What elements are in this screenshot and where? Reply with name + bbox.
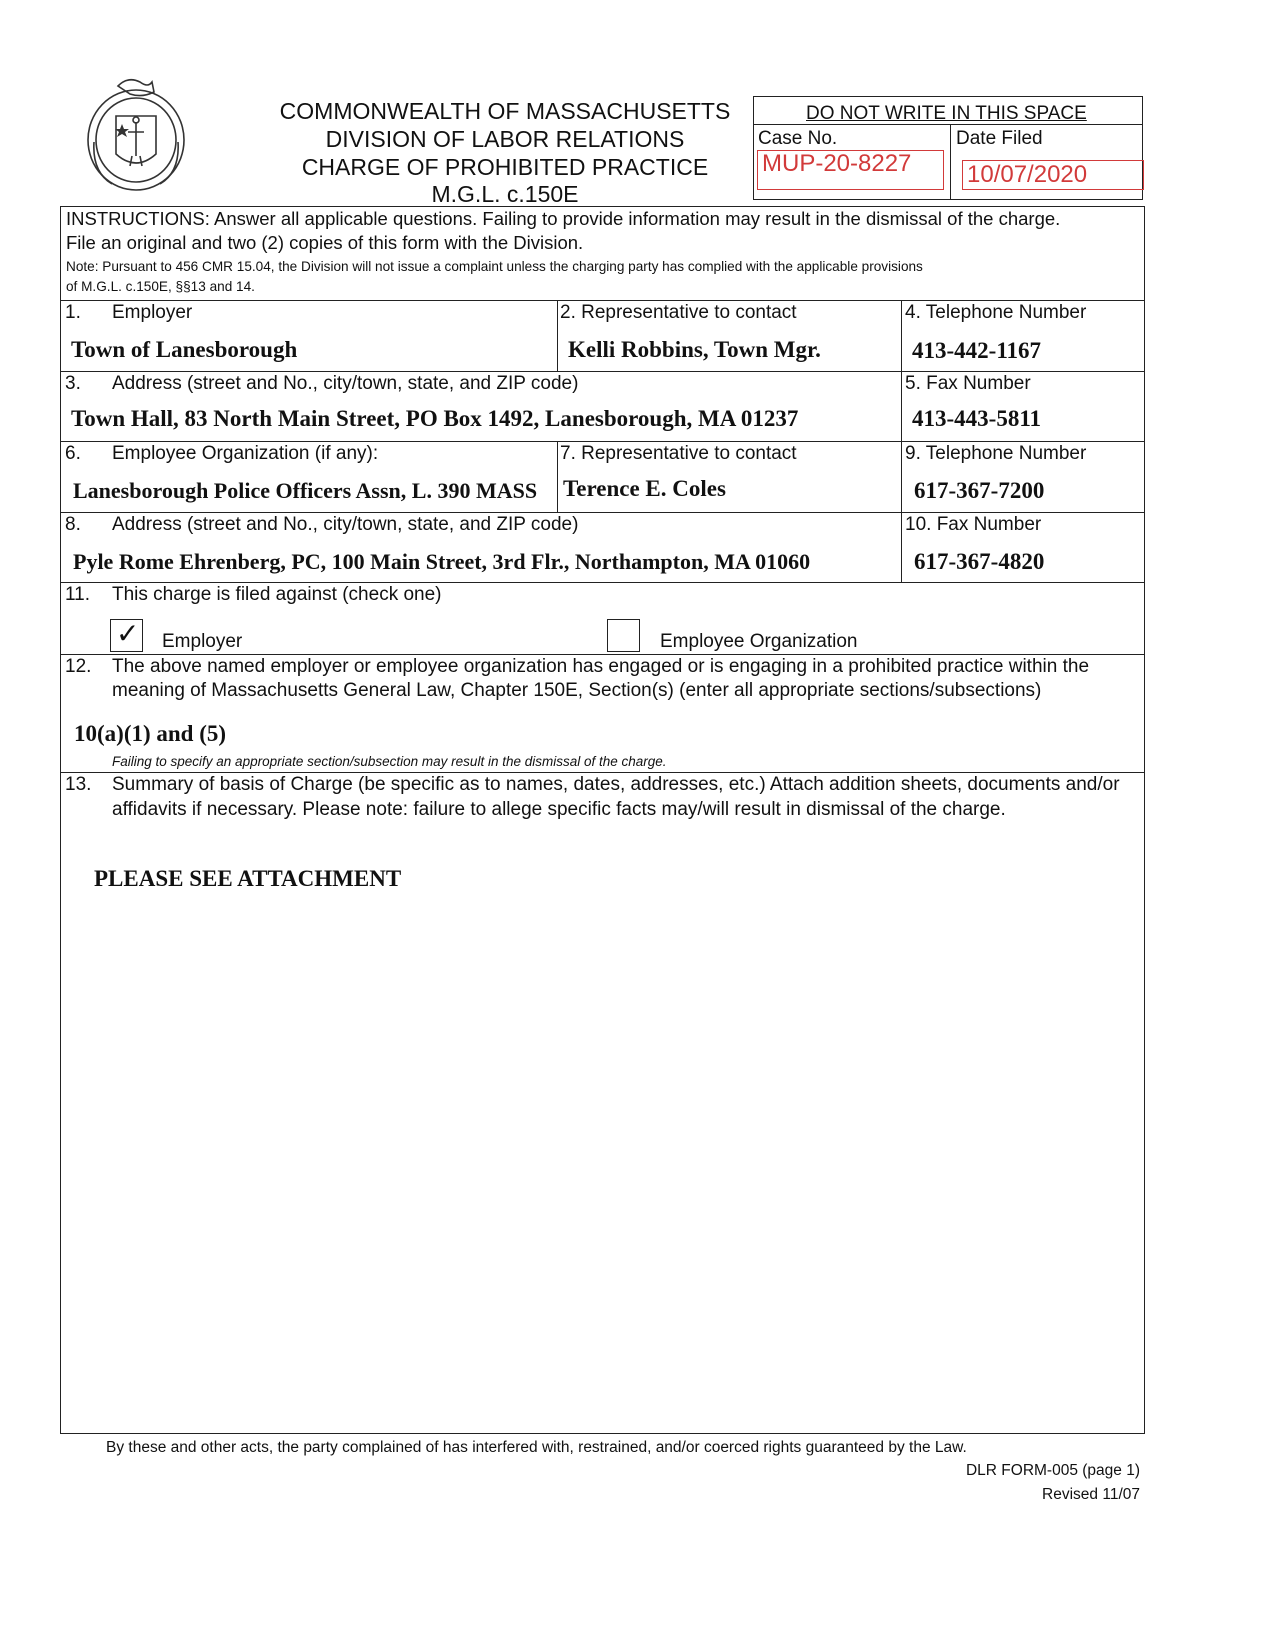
header-commonwealth: COMMONWEALTH OF MASSACHUSETTS — [279, 98, 731, 124]
field-6-number: 6. — [65, 443, 81, 464]
union-fax-label: 10. Fax Number — [905, 514, 1042, 535]
header-statute: M.G.L. c.150E — [431, 181, 579, 207]
section-13-line-1: Summary of basis of Charge (be specific as to names, dates, addresses, etc.) Attach addition sheets, documents and/or — [112, 774, 1120, 795]
case-number-label: Case No. — [758, 128, 838, 149]
form-revised: Revised 11/07 — [1042, 1486, 1140, 1503]
employee-org-value: Lanesborough Police Officers Assn, L. 390 MASS — [73, 478, 538, 503]
employer-address-value: Town Hall, 83 North Main Street, PO Box 1492, Lanesborough, MA 01237 — [71, 406, 799, 431]
state-seal — [82, 72, 190, 192]
employer-checkbox[interactable] — [110, 619, 143, 652]
union-address-label: Address (street and No., city/town, state, and ZIP code) — [112, 514, 579, 535]
date-filed-value: 10/07/2020 — [962, 160, 1144, 190]
section-12-line-2: meaning of Massachusetts General Law, Chapter 150E, Section(s) (enter all appropriate sections/subsections) — [112, 680, 1042, 701]
employer-label: Employer — [112, 302, 193, 323]
employer-fax-value: 413-443-5811 — [912, 406, 1042, 431]
footer-statement: By these and other acts, the party complained of has interfered with, restrained, and/or coerced rights guaranteed by the Law. — [106, 1439, 967, 1456]
instructions-note-2: of M.G.L. c.150E, §§13 and 14. — [66, 279, 255, 294]
union-phone-label: 9. Telephone Number — [905, 443, 1087, 464]
office-use-title: DO NOT WRITE IN THIS SPACE — [806, 103, 1087, 124]
union-rep-value: Terence E. Coles — [563, 476, 726, 501]
section-13-line-2: affidavits if necessary. Please note: failure to allege specific facts may/will result in dismissal of the charge. — [112, 799, 1006, 820]
instructions-line-1: INSTRUCTIONS: Answer all applicable questions. Failing to provide information may result in the dismissal of the charge. — [66, 208, 1061, 229]
header-division: DIVISION OF LABOR RELATIONS — [325, 126, 685, 152]
header-charge-title: CHARGE OF PROHIBITED PRACTICE — [301, 154, 709, 180]
employer-address-label: Address (street and No., city/town, state, and ZIP code) — [112, 373, 579, 394]
case-number-value: MUP-20-8227 — [757, 150, 944, 190]
union-rep-label: 7. Representative to contact — [560, 443, 797, 464]
form-id: DLR FORM-005 (page 1) — [965, 1462, 1140, 1479]
sections-violated-value: 10(a)(1) and (5) — [74, 721, 227, 746]
field-8-number: 8. — [65, 514, 81, 535]
union-fax-value: 617-367-4820 — [914, 549, 1045, 574]
employee-org-label: Employee Organization (if any): — [112, 443, 379, 464]
checkmark-icon: ✓ — [116, 617, 140, 650]
charge-summary-value: PLEASE SEE ATTACHMENT — [94, 866, 402, 891]
field-1-number: 1. — [65, 302, 81, 323]
employee-org-checkbox[interactable] — [607, 619, 640, 652]
employer-option-label: Employer — [162, 631, 243, 652]
union-address-value: Pyle Rome Ehrenberg, PC, 100 Main Street, 3rd Flr., Northampton, MA 01060 — [73, 549, 811, 574]
section-12-line-1: The above named employer or employee organization has engaged or is engaging in a prohibited practice within the — [112, 656, 1090, 677]
employer-rep-label: 2. Representative to contact — [560, 302, 797, 323]
date-filed-label: Date Filed — [956, 128, 1043, 149]
section-12-warning: Failing to specify an appropriate section/subsection may result in the dismissal of the charge. — [112, 754, 667, 769]
section-13-number: 13. — [65, 774, 92, 795]
employer-phone-value: 413-442-1167 — [912, 338, 1042, 363]
section-12-number: 12. — [65, 656, 92, 677]
employer-rep-value: Kelli Robbins, Town Mgr. — [568, 337, 821, 362]
filed-against-label: This charge is filed against (check one) — [112, 584, 442, 605]
employee-org-option-label: Employee Organization — [660, 631, 858, 652]
instructions-note-1: Note: Pursuant to 456 CMR 15.04, the Division will not issue a complaint unless the charging party has complied with the applicable provisions — [66, 259, 923, 274]
instructions-line-2: File an original and two (2) copies of this form with the Division. — [66, 232, 584, 253]
employer-value: Town of Lanesborough — [71, 337, 298, 362]
field-3-number: 3. — [65, 373, 81, 394]
union-phone-value: 617-367-7200 — [914, 478, 1045, 503]
employer-fax-label: 5. Fax Number — [905, 373, 1031, 394]
employer-phone-label: 4. Telephone Number — [905, 302, 1087, 323]
section-11-number: 11. — [65, 584, 91, 605]
